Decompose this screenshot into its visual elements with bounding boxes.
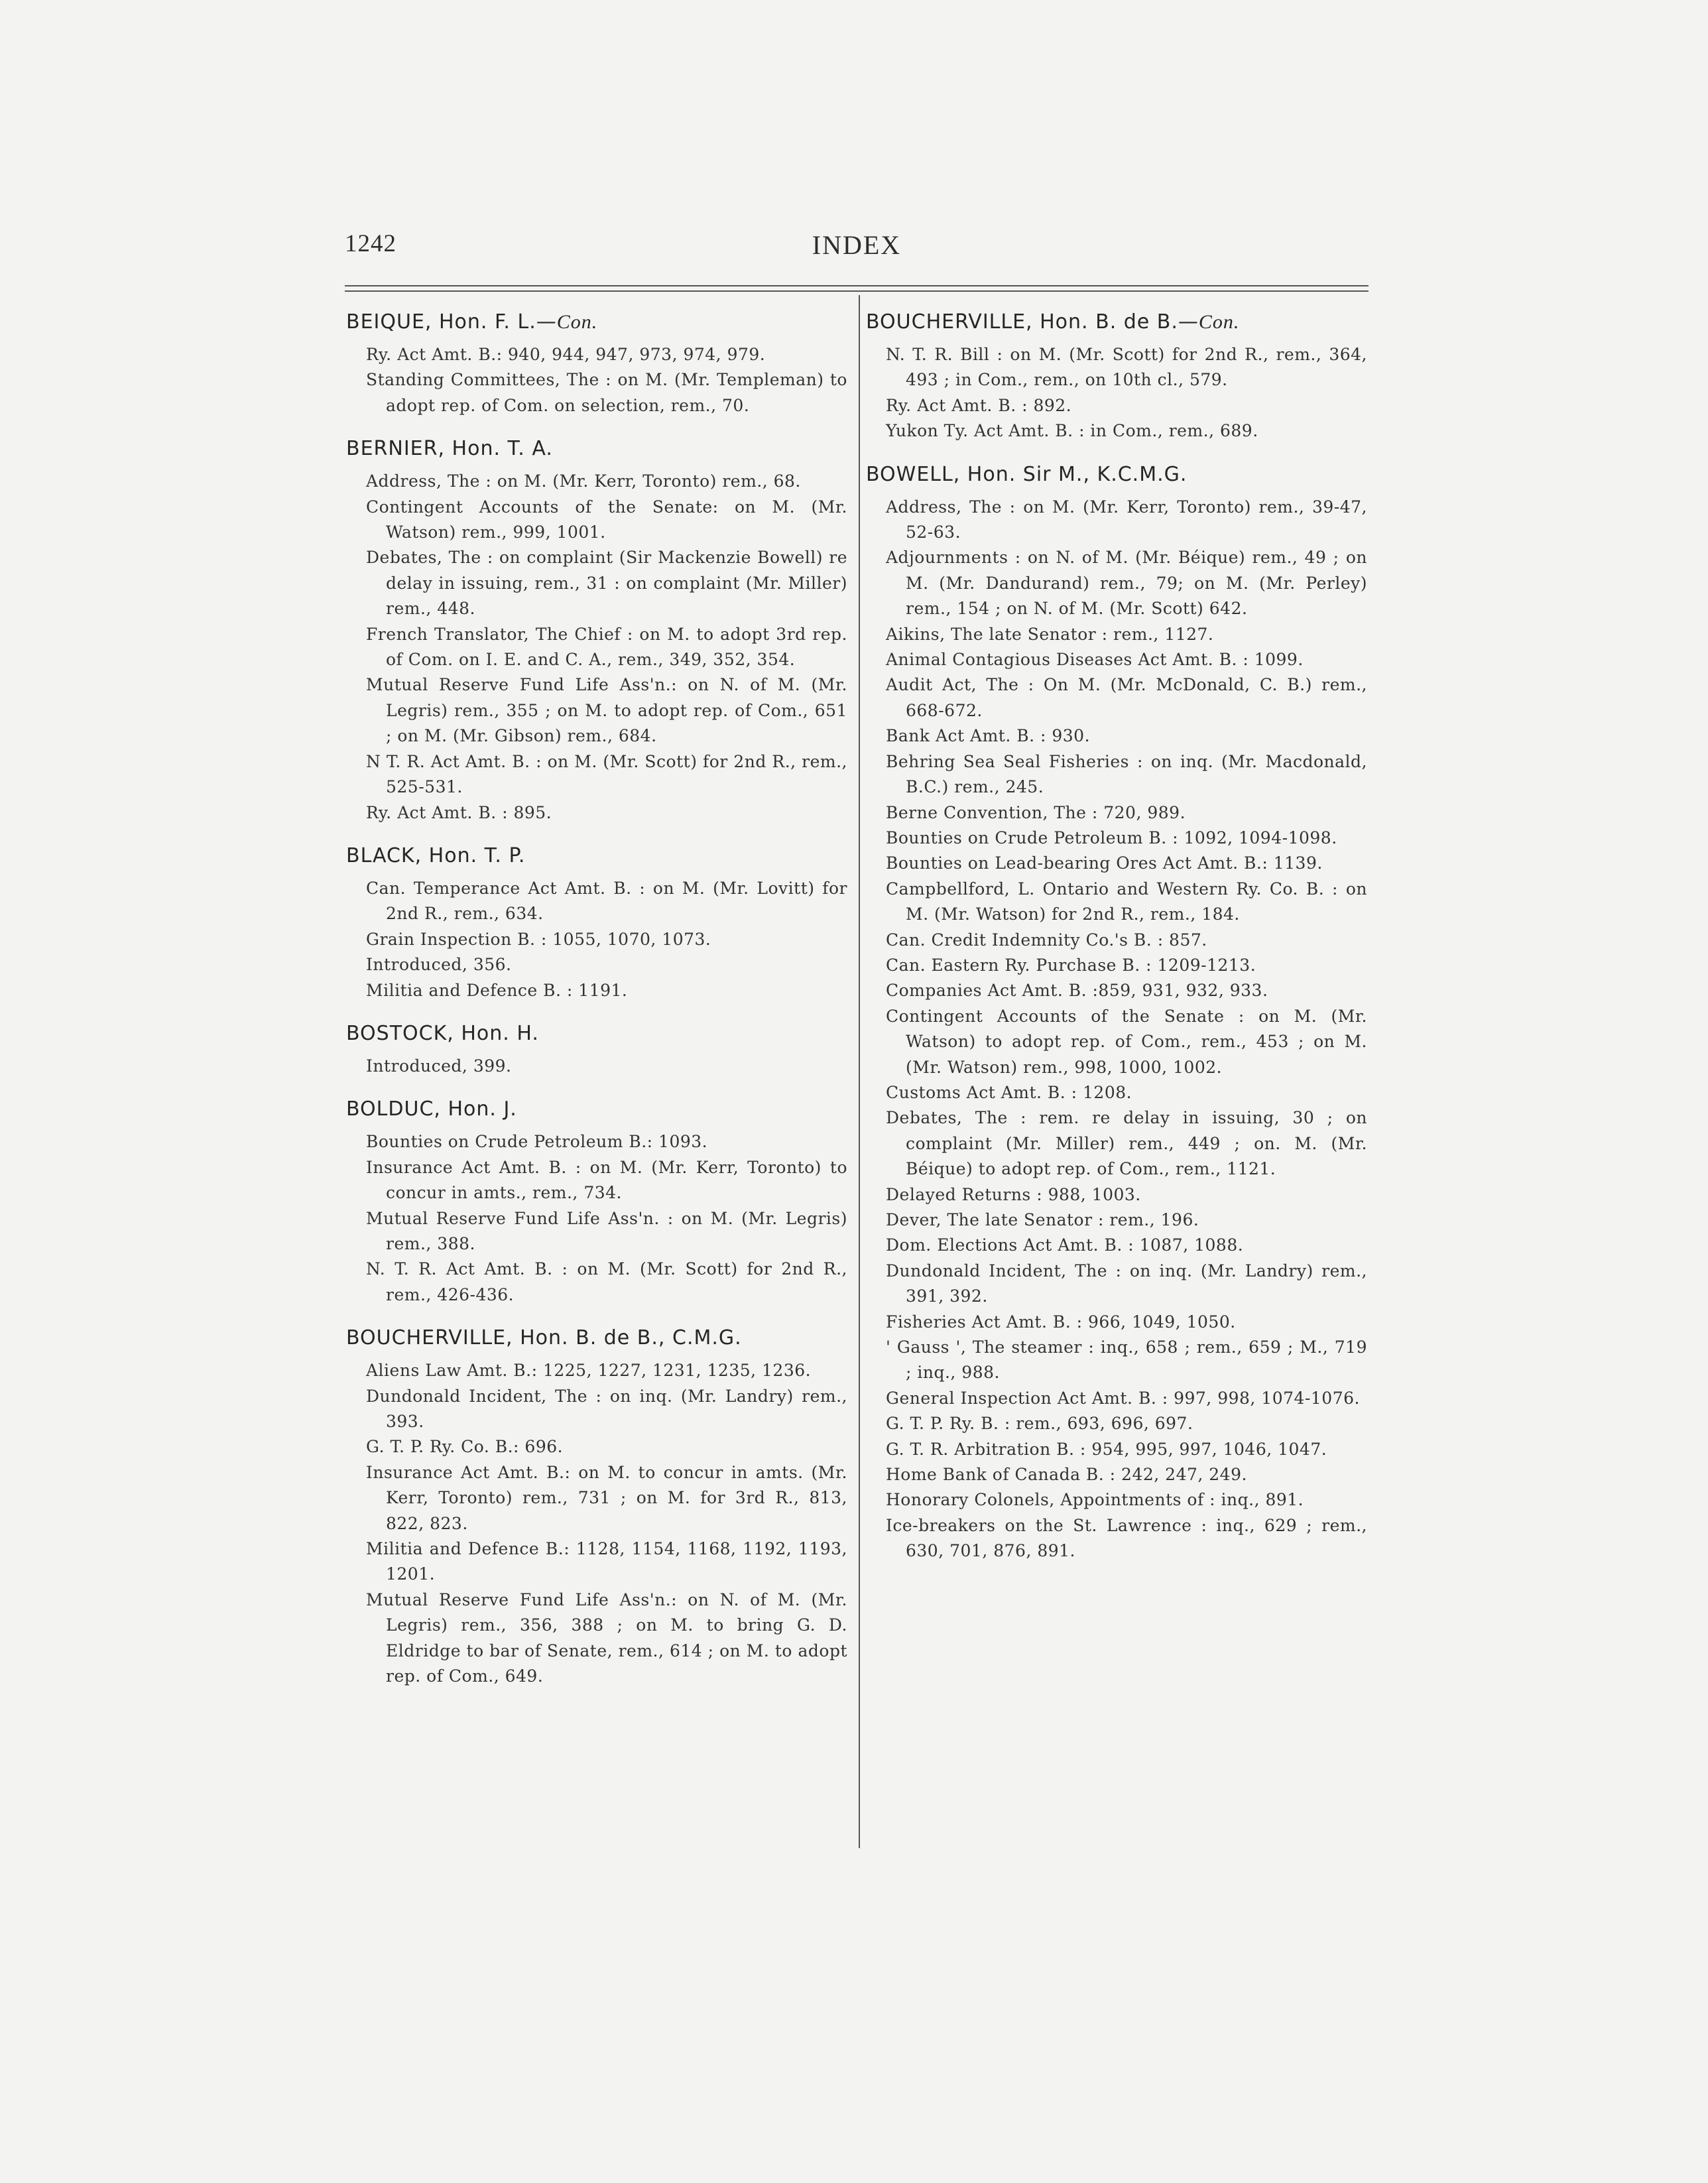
index-entry: Insurance Act Amt. B. : on M. (Mr. Kerr, Toronto) to concur in amts., rem., 734. xyxy=(366,1157,847,1203)
index-entry: G. T. R. Arbitration B. : 954, 995, 997, 1046, 1047. xyxy=(886,1439,1327,1459)
index-entry: Dever, The late Senator : rem., 196. xyxy=(886,1210,1199,1229)
index-entry: Debates, The : on complaint (Sir Mackenzie Bowell) re delay in issuing, rem., 31 : on complaint (Mr. Miller) rem., 448. xyxy=(366,548,847,619)
heading-continued: Con. xyxy=(1198,311,1240,333)
page-header xyxy=(345,229,1369,269)
heading-name: BOUCHERVILLE, Hon. B. de B.— xyxy=(866,310,1199,334)
index-entry: Debates, The : rem. re delay in issuing, 30 ; on complaint (Mr. Miller) rem., 449 ; on. M. (Mr. Béique) to adopt rep. of Com., rem., 1121. xyxy=(886,1108,1367,1179)
index-entry: Bank Act Amt. B. : 930. xyxy=(886,726,1091,746)
index-entry: Aikins, The late Senator : rem., 1127. xyxy=(886,624,1214,644)
index-entry: Dundonald Incident, The : on inq. (Mr. Landry) rem., 391, 392. xyxy=(886,1261,1367,1306)
heading-name: BOSTOCK, Hon. H. xyxy=(346,1021,539,1045)
index-section-bowell-hon-sir-m-k-c-m-g xyxy=(866,462,1367,1564)
index-entry: Militia and Defence B.: 1128, 1154, 1168, 1192, 1193, 1201. xyxy=(366,1539,847,1584)
heading-name: BOWELL, Hon. Sir M., K.C.M.G. xyxy=(866,462,1188,486)
index-entry: Bounties on Lead-bearing Ores Act Amt. B.: 1139. xyxy=(886,853,1323,873)
index-entry: General Inspection Act Amt. B. : 997, 998, 1074-1076. xyxy=(886,1388,1360,1408)
section-heading xyxy=(866,462,1367,488)
index-entry: Contingent Accounts of the Senate: on M. (Mr. Watson) rem., 999, 1001. xyxy=(366,497,847,542)
index-entry: Mutual Reserve Fund Life Ass'n.: on N. of M. (Mr. Legris) rem., 355 ; on M. to adopt rep. of Com., 651 ; on M. (Mr. Gibson) rem., 684. xyxy=(366,675,847,746)
section-heading xyxy=(346,436,847,462)
index-entry: G. T. P. Ry. B. : rem., 693, 696, 697. xyxy=(886,1414,1193,1434)
heading-name: BERNIER, Hon. T. A. xyxy=(346,437,553,461)
page-number: 1242 xyxy=(345,230,396,257)
index-entry: Address, The : on M. (Mr. Kerr, Toronto) rem., 39-47, 52-63. xyxy=(886,497,1367,542)
index-section-bernier-hon-t-a xyxy=(346,436,847,826)
index-section-boucherville-hon-b-de-b-c-m-g xyxy=(346,1325,847,1689)
index-entry: Honorary Colonels, Appointments of : inq., 891. xyxy=(886,1490,1304,1510)
index-entry: Insurance Act Amt. B.: on M. to concur in amts. (Mr. Kerr, Toronto) rem., 731 ; on M. for 3rd R., 813, 822, 823. xyxy=(366,1462,847,1533)
heading-continued: Con. xyxy=(556,311,598,333)
index-entry: Customs Act Amt. B. : 1208. xyxy=(886,1082,1132,1102)
index-entry: G. T. P. Ry. Co. B.: 696. xyxy=(366,1437,564,1457)
index-entry: Militia and Defence B. : 1191. xyxy=(366,980,628,1000)
section-heading xyxy=(346,1096,847,1123)
section-heading xyxy=(346,309,847,336)
index-entry: Behring Sea Seal Fisheries : on inq. (Mr. Macdonald, B.C.) rem., 245. xyxy=(886,751,1367,797)
index-entry: Bounties on Crude Petroleum B.: 1093. xyxy=(366,1132,708,1152)
index-entry: Mutual Reserve Fund Life Ass'n. : on M. (Mr. Legris) rem., 388. xyxy=(366,1208,847,1253)
index-entry: N T. R. Act Amt. B. : on M. (Mr. Scott) for 2nd R., rem., 525-531. xyxy=(366,751,847,797)
index-entry: Mutual Reserve Fund Life Ass'n.: on N. of M. (Mr. Legris) rem., 356, 388 ; on M. to bring G. D. Eldridge to bar of Senate, rem., 614 ; on M. to adopt rep. of Com., 649. xyxy=(366,1590,847,1686)
index-entry: Home Bank of Canada B. : 242, 247, 249. xyxy=(886,1465,1247,1485)
index-entry: Bounties on Crude Petroleum B. : 1092, 1094-1098. xyxy=(886,828,1337,847)
section-heading xyxy=(346,1325,847,1351)
left-column xyxy=(346,309,847,1689)
index-entry: Animal Contagious Diseases Act Amt. B. : 1099. xyxy=(886,650,1304,670)
index-entry: Audit Act, The : On M. (Mr. McDonald, C. B.) rem., 668-672. xyxy=(886,675,1367,720)
index-entry: Adjournments : on N. of M. (Mr. Béique) rem., 49 ; on M. (Mr. Dandurand) rem., 79; on M. (Mr. Perley) rem., 154 ; on N. of M. (Mr. Scott) 642. xyxy=(886,548,1367,619)
index-entry: Contingent Accounts of the Senate : on M. (Mr. Watson) to adopt rep. of Com., rem., 453 ; on M. (Mr. Watson) rem., 998, 1000, 1002. xyxy=(886,1006,1367,1077)
index-entry: Ry. Act Amt. B.: 940, 944, 947, 973, 974, 979. xyxy=(366,345,766,364)
index-entry: Can. Eastern Ry. Purchase B. : 1209-1213. xyxy=(886,955,1256,975)
index-entry: Ry. Act Amt. B. : 892. xyxy=(886,395,1072,415)
index-entry: Delayed Returns : 988, 1003. xyxy=(886,1184,1141,1204)
index-entry: N. T. R. Act Amt. B. : on M. (Mr. Scott) for 2nd R., rem., 426-436. xyxy=(366,1259,847,1304)
index-entry: Ry. Act Amt. B. : 895. xyxy=(366,802,552,822)
index-entry: Aliens Law Amt. B.: 1225, 1227, 1231, 1235, 1236. xyxy=(366,1361,812,1381)
index-section-black-hon-t-p xyxy=(346,843,847,1003)
header-rule-bottom xyxy=(345,290,1369,292)
page-title: INDEX xyxy=(812,230,902,260)
heading-name: BLACK, Hon. T. P. xyxy=(346,843,526,867)
index-entry: Yukon Ty. Act Amt. B. : in Com., rem., 689. xyxy=(886,421,1258,441)
header-rule-top xyxy=(345,285,1369,286)
index-entry: Dom. Elections Act Amt. B. : 1087, 1088. xyxy=(886,1235,1244,1255)
index-entry: Introduced, 356. xyxy=(366,955,512,975)
index-entry: Ice-breakers on the St. Lawrence : inq., 629 ; rem., 630, 701, 876, 891. xyxy=(886,1515,1367,1561)
heading-name: BOUCHERVILLE, Hon. B. de B., C.M.G. xyxy=(346,1326,742,1350)
index-entry: Fisheries Act Amt. B. : 966, 1049, 1050. xyxy=(886,1312,1236,1332)
index-section-bostock-hon-h xyxy=(346,1021,847,1079)
index-entry: Grain Inspection B. : 1055, 1070, 1073. xyxy=(366,929,711,949)
right-column xyxy=(866,309,1367,1564)
section-heading xyxy=(866,309,1367,336)
index-entry: ' Gauss ', The steamer : inq., 658 ; rem., 659 ; M., 719 ; inq., 988. xyxy=(886,1338,1367,1383)
index-entry: Can. Credit Indemnity Co.'s B. : 857. xyxy=(886,930,1207,950)
index-entry: French Translator, The Chief : on M. to adopt 3rd rep. of Com. on I. E. and C. A., rem., 349, 352, 354. xyxy=(366,624,847,670)
heading-name: BEIQUE, Hon. F. L.— xyxy=(346,310,557,334)
index-section-boucherville-hon-b-de-b xyxy=(866,309,1367,444)
index-entry: Standing Committees, The : on M. (Mr. Templeman) to adopt rep. of Com. on selection, rem., 70. xyxy=(366,370,847,415)
index-entry: Can. Temperance Act Amt. B. : on M. (Mr. Lovitt) for 2nd R., rem., 634. xyxy=(366,878,847,924)
index-entry: Introduced, 399. xyxy=(366,1056,512,1076)
heading-name: BOLDUC, Hon. J. xyxy=(346,1097,517,1121)
index-section-beique-hon-f-l xyxy=(346,309,847,418)
section-heading xyxy=(346,843,847,869)
column-divider xyxy=(859,295,860,1848)
index-entry: Berne Convention, The : 720, 989. xyxy=(886,802,1186,822)
index-section-bolduc-hon-j xyxy=(346,1096,847,1308)
index-entry: Campbellford, L. Ontario and Western Ry. Co. B. : on M. (Mr. Watson) for 2nd R., rem., 184. xyxy=(886,879,1367,924)
index-entry: N. T. R. Bill : on M. (Mr. Scott) for 2nd R., rem., 364, 493 ; in Com., rem., on 10th cl., 579. xyxy=(886,345,1367,390)
index-entry: Companies Act Amt. B. :859, 931, 932, 933. xyxy=(886,981,1268,1001)
section-heading xyxy=(346,1021,847,1047)
index-entry: Address, The : on M. (Mr. Kerr, Toronto) rem., 68. xyxy=(366,471,801,491)
index-entry: Dundonald Incident, The : on inq. (Mr. Landry) rem., 393. xyxy=(366,1386,847,1431)
